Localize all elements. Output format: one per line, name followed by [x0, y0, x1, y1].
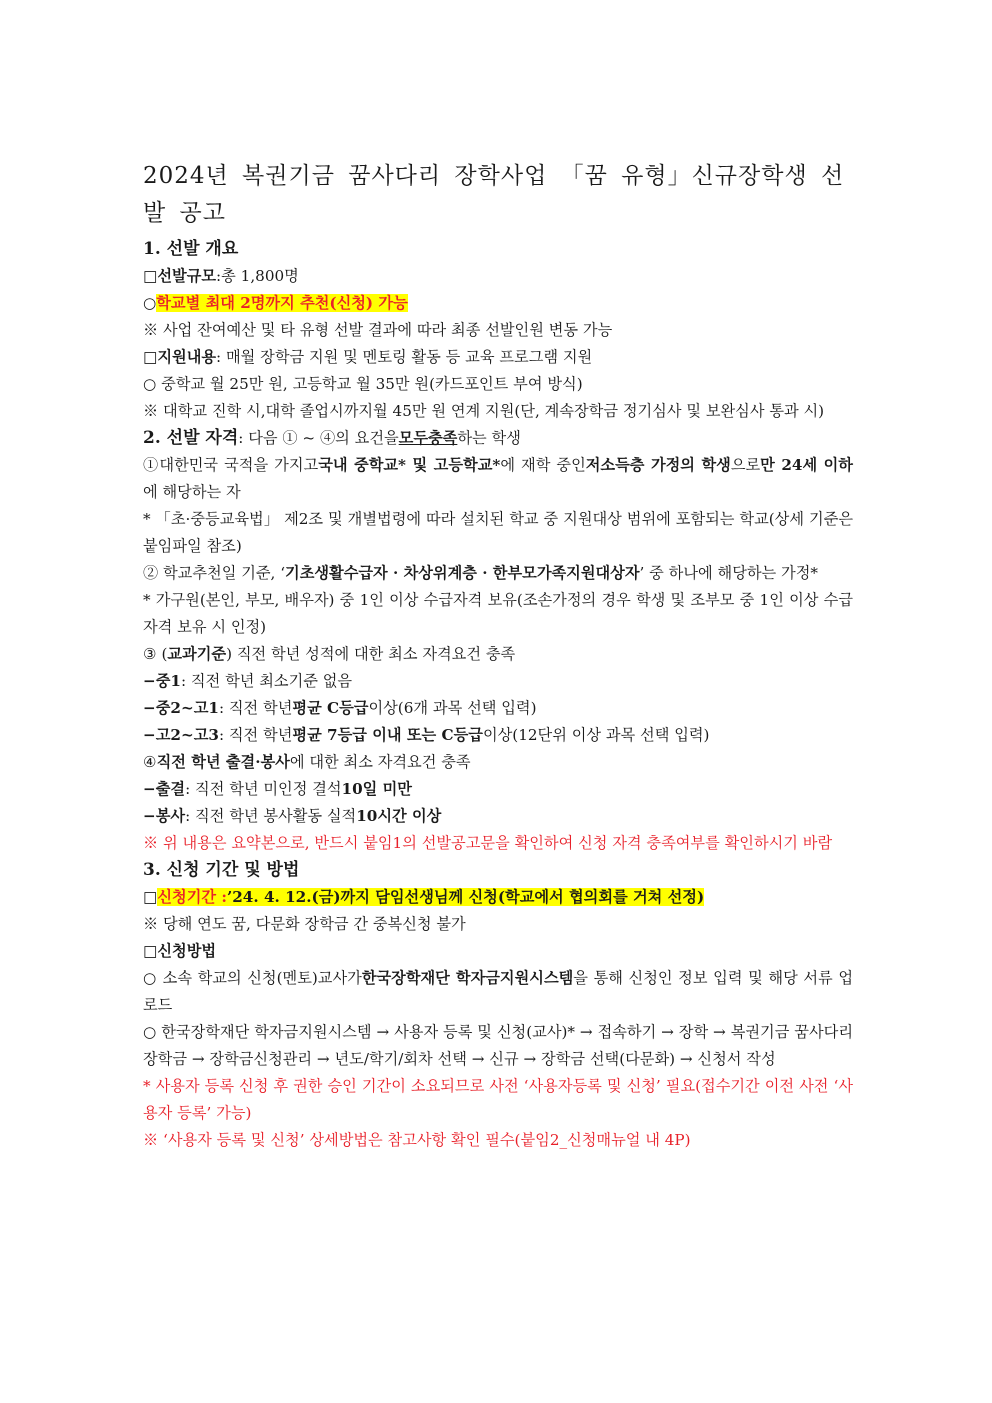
support-amount: ○ 중학교 월 25만 원, 고등학교 월 35만 원(카드포인트 부여 방식): [143, 375, 583, 393]
criterion-4: ④직전 학년 출결·봉사에 대한 최소 자격요건 충족: [143, 753, 471, 771]
criterion-4-volunteer: −봉사: 직전 학년 봉사활동 실적10시간 이상: [143, 807, 442, 825]
criterion-4-attendance: −출결: 직전 학년 미인정 결석10일 미만: [143, 780, 412, 798]
criterion-3-m1: −중1: 직전 학년 최소기준 없음: [143, 672, 353, 690]
criterion-3-m2: −중2~고1: 직전 학년평균 C등급이상(6개 과목 선택 입력): [143, 699, 537, 717]
method-1: ○ 소속 학교의 신청(멘토)교사가한국장학재단 학자금지원시스템을 통해 신청인 정보 입력 및 해당 서류 업로드: [143, 969, 854, 1014]
univ-support: ※ 대학교 진학 시,대학 졸업시까지월 45만 원 연계 지원(단, 계속장학금 정기심사 및 보완심사 통과 시): [143, 402, 825, 420]
criterion-2-note: * 가구원(본인, 부모, 배우자) 중 1인 이상 수급자격 보유(조손가정의 경우 학생 및 조부모 중 1인 이상 수급자격 보유 시 인정): [143, 591, 853, 636]
school-recommend: ○학교별 최대 2명까지 추천(신청) 가능: [143, 294, 408, 312]
criterion-1-note: * 「초·중등교육법」 제2조 및 개별법령에 따라 설치된 학교 중 지원대상 범위에 포함되는 학교(상세 기준은 붙임파일 참조): [143, 510, 853, 555]
criterion-1: ①대한민국 국적을 가지고국내 중학교* 및 고등학교*에 재학 중인저소득층 가정의 학생으로만 24세 이하에 해당하는 자: [143, 456, 853, 501]
application-period: □신청기간 :’24. 4. 12.(금)까지 담임선생님께 신청(학교에서 협의회를 거쳐 선정): [143, 888, 705, 906]
selection-scale: □선발규모:총 1,800명: [143, 267, 299, 285]
support-content: □지원내용: 매월 장학금 지원 및 멘토링 활동 등 교육 프로그램 지원: [143, 348, 593, 366]
section-2-heading: 2. 선발 자격: 다음 ① ~ ④의 요건을모두충족하는 학생: [143, 428, 521, 448]
document-body: [143, 158, 853, 1154]
duplicate-note: ※ 당해 연도 꿈, 다문화 장학금 간 중복신청 불가: [143, 915, 466, 933]
application-method: □신청방법: [143, 942, 217, 960]
summary-warning: ※ 위 내용은 요약본으로, 반드시 붙임1의 선발공고문을 확인하여 신청 자격 충족여부를 확인하시기 바람: [143, 834, 833, 852]
manual-note: ※ ‘사용자 등록 및 신청’ 상세방법은 참고사항 확인 필수(붙임2_신청매뉴얼 내 4P): [143, 1131, 691, 1149]
note-budget: ※ 사업 잔여예산 및 타 유형 선발 결과에 따라 최종 선발인원 변동 가능: [143, 321, 613, 339]
page-title: 2024년 복권기금 꿈사다리 장학사업 「꿈 유형」신규장학생 선발 공고: [143, 163, 845, 226]
method-2: ○ 한국장학재단 학자금지원시스템 → 사용자 등록 및 신청(교사)* → 접속하기 → 장학 → 복권기금 꿈사다리 장학금 → 장학금신청관리 → 년도/학기/회차 선택 → 신규 → 장학금 선택(다문화) → 신청서 작성: [143, 1023, 853, 1068]
registration-note: * 사용자 등록 신청 후 권한 승인 기간이 소요되므로 사전 ‘사용자등록 및 신청’ 필요(접수기간 이전 사전 ‘사용자 등록’ 가능): [143, 1077, 853, 1122]
section-3-heading: 3. 신청 기간 및 방법: [143, 860, 300, 880]
criterion-2: ② 학교추천일 기준, ‘기초생활수급자 · 차상위계층 · 한부모가족지원대상자’ 중 하나에 해당하는 가정*: [143, 564, 818, 582]
criterion-3: ③ (교과기준) 직전 학년 성적에 대한 최소 자격요건 충족: [143, 645, 516, 663]
section-1-heading: 1. 선발 개요: [143, 239, 239, 259]
criterion-3-h2: −고2~고3: 직전 학년평균 7등급 이내 또는 C등급이상(12단위 이상 과목 선택 입력): [143, 726, 710, 744]
